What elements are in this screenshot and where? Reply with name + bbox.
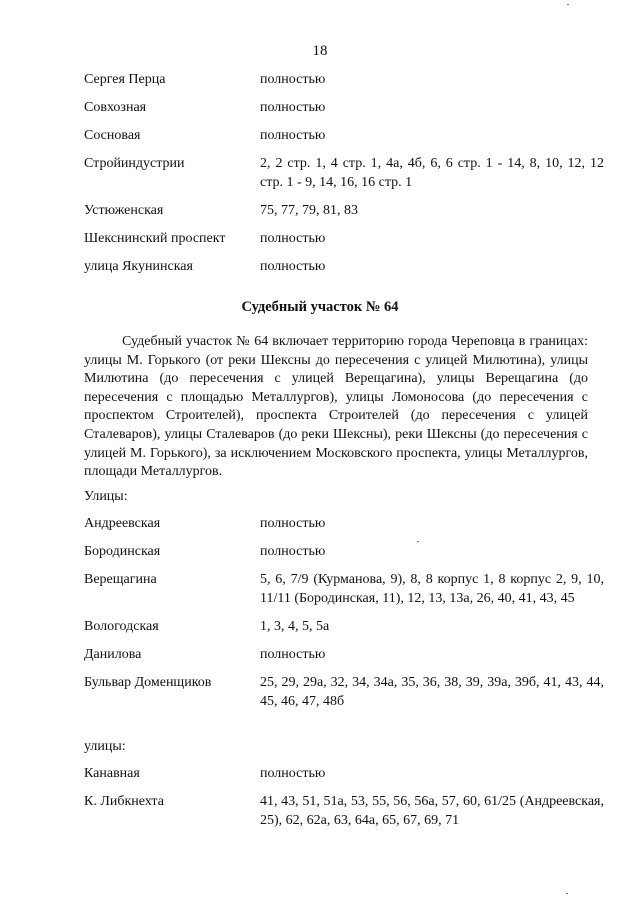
house-range: полностью [260,647,326,662]
street-name: Данилова [84,647,142,662]
table-row [84,154,604,192]
house-range: 2, 2 стр. 1, 4 стр. 1, 4а, 4б, 6, 6 стр. 1 - 14, 8, 10, 12, 12 стр. 1 - 9, 14, 16, 16 стр. 1 [260,156,604,190]
section-street-table-continued [84,764,604,839]
street-name: Шекснинский проспект [84,231,226,246]
table-row [84,126,604,145]
house-range: 1, 3, 4, 5, 5а [260,619,330,634]
street-name: Канавная [84,766,140,781]
house-range: полностью [260,766,326,781]
street-name: Совхозная [84,100,147,115]
continued-street-table [84,70,604,285]
street-name: Бородинская [84,544,161,559]
section-heading: Судебный участок № 64 [241,299,399,315]
house-range: полностью [260,516,326,531]
table-row [84,70,604,89]
house-range: полностью [260,72,326,87]
street-name: Стройиндустрии [84,156,185,171]
table-row [84,257,604,276]
house-range: полностью [260,231,326,246]
streets-label: улицы: [84,739,126,754]
house-range: полностью [260,259,326,274]
section-paragraph: Судебный участок № 64 включает территорию города Череповца в границах: улицы М. Горького (от реки Шексны до пересечения с улицей Милютина), улицы Милютина (до пересечения с улицей Верещагина), улицы Верещагина (до пересечения с площадью Металлургов), улицы Ломоносова (до пересечения с проспектом Строителей), проспекта Строителей (до пересечения с улицей Сталеваров), улицы Сталеваров (до реки Шексны), реки Шексны (до пересечения с улицей М. Горького), за исключением Московского проспекта, улицы Металлургов, площади Металлургов. [84,334,588,480]
table-row [84,645,604,664]
table-row [84,229,604,248]
street-name: Сосновая [84,128,141,143]
streets-label: Улицы: [84,489,128,504]
house-range: полностью [260,128,326,143]
section-street-table [84,514,604,720]
street-name: Бульвар Доменщиков [84,675,212,690]
table-row [84,792,604,830]
house-range: 75, 77, 79, 81, 83 [260,203,358,218]
table-row [84,617,604,636]
street-name: Вологодская [84,619,159,634]
table-row [84,98,604,117]
table-row [84,542,604,561]
scan-speck [417,541,419,542]
house-range: полностью [260,100,326,115]
table-row [84,514,604,533]
house-range: 25, 29, 29а, 32, 34, 34а, 35, 36, 38, 39, 39а, 39б, 41, 43, 44, 45, 46, 47, 48б [260,675,604,709]
house-range: 5, 6, 7/9 (Курманова, 9), 8, 8 корпус 1, 8 корпус 2, 9, 10, 11/11 (Бородинская, 11), 12, 13, 13а, 26, 40, 41, 43, 45 [260,572,604,606]
table-row [84,764,604,783]
house-range: 41, 43, 51, 51а, 53, 55, 56, 56а, 57, 60, 61/25 (Андреевская, 25), 62, 62а, 63, 64а, 65, 67, 69, 71 [260,794,604,828]
street-name: Андреевская [84,516,161,531]
scan-speck [567,4,569,5]
street-name: Сергея Перца [84,72,166,87]
page-number: 18 [312,43,328,59]
street-name: Верещагина [84,572,157,587]
table-row [84,673,604,711]
scan-speck [566,893,568,894]
street-name: улица Якунинская [84,259,193,274]
table-row [84,201,604,220]
street-name: Устюженская [84,203,164,218]
street-name: К. Либкнехта [84,794,164,809]
house-range: полностью [260,544,326,559]
table-row [84,570,604,608]
